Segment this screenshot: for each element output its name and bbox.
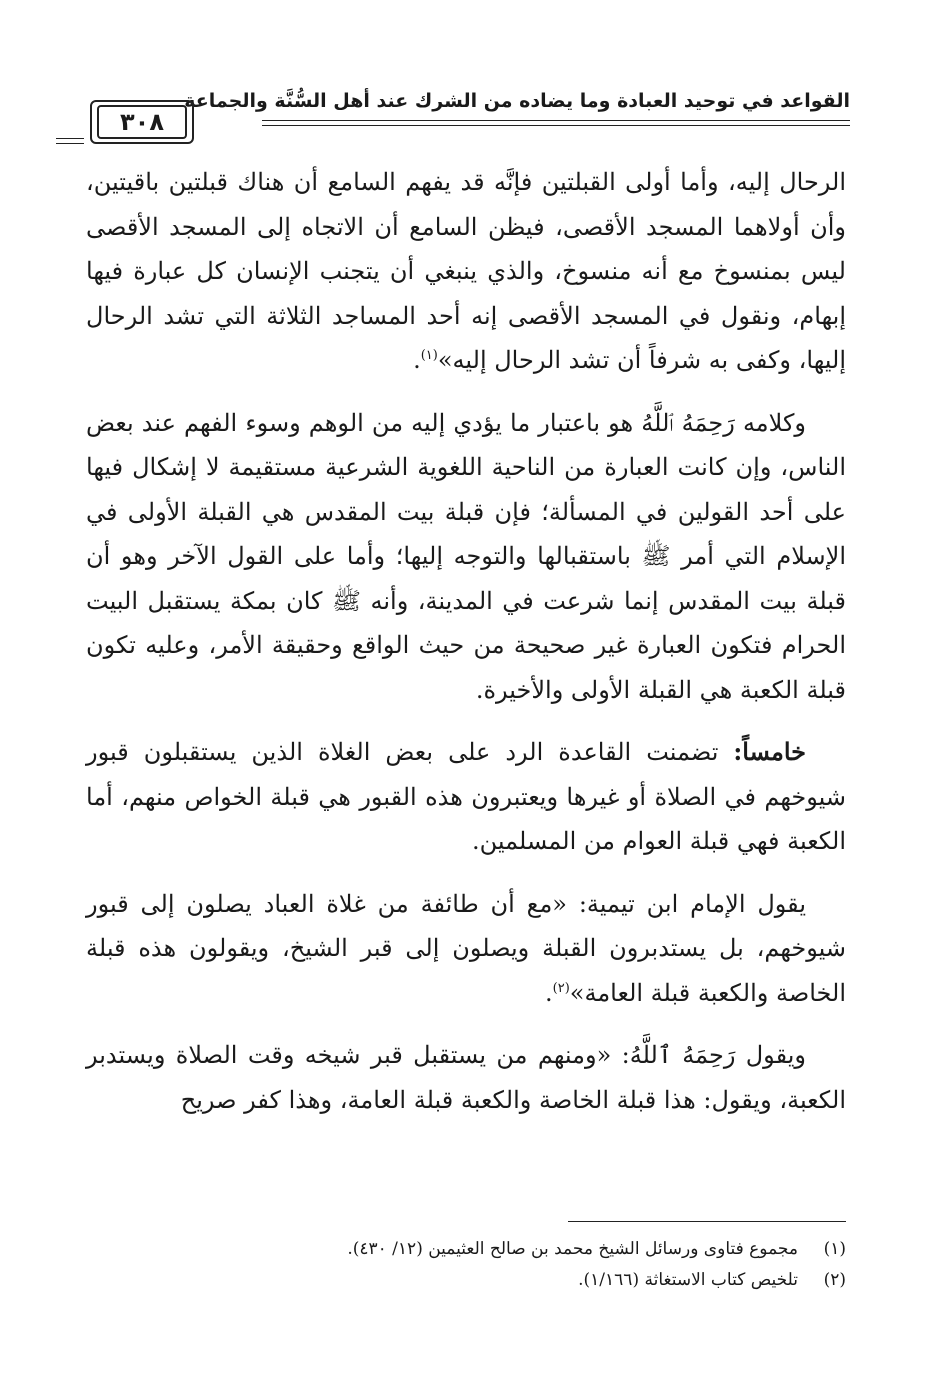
page-number: ٣٠٨ bbox=[97, 105, 187, 139]
footnote-number: (١) bbox=[823, 1239, 846, 1259]
footnote-separator bbox=[568, 1221, 846, 1222]
header-title: القواعد في توحيد العبادة وما يضاده من الشرك عند أهل السُّنَّة والجماعة bbox=[184, 90, 850, 112]
paragraph-2 bbox=[86, 401, 846, 713]
paragraph-text: يقول الإمام ابن تيمية: «مع أن طائفة من غلاة العباد يصلون إلى قبور شيوخهم، بل يستدبرون القبلة ويصلون إلى قبر الشيخ، ويقولون هذه قبلة الخاصة والكعبة قبلة العامة» bbox=[86, 889, 846, 1007]
paragraph-1 bbox=[86, 160, 846, 383]
paragraph-text: وكلامه رَحِمَهُ ٱللَّهُ هو باعتبار ما يؤدي إليه من الوهم وسوء الفهم عند بعض الناس، وإن كانت العبارة من الناحية اللغوية الشرعية مستقيمة لا إشكال فيها على أحد القولين في المسألة؛ فإن قبلة بيت المقدس هي القبلة الأولى في الإسلام التي أمر ﷺ باستقبالها والتوجه إليها؛ وأما على القول الآخر وهو أن قبلة بيت المقدس إنما شرعت في المدينة، وأنه ﷺ كان بمكة يستقبل البيت الحرام فتكون العبارة غير صحيحة من حيث الواقع وحقيقة الأمر، وعليه تكون قبلة الكعبة هي القبلة الأولى والأخيرة. bbox=[86, 408, 846, 704]
footnote-ref[interactable]: (١) bbox=[420, 348, 438, 363]
footnotes bbox=[100, 1234, 846, 1296]
paragraph-text: ويقول رَحِمَهُ ٱللَّهُ: «ومنهم من يستقبل قبر شيخه وقت الصلاة ويستدبر الكعبة، ويقول: هذا قبلة الخاصة والكعبة قبلة العامة، وهذا كفر صريح bbox=[86, 1041, 846, 1114]
body-text bbox=[86, 160, 846, 1140]
header-rule bbox=[262, 125, 850, 126]
paragraph-3 bbox=[86, 730, 846, 864]
footnote-item bbox=[100, 1234, 846, 1265]
running-header bbox=[90, 82, 850, 152]
paragraph-tail: . bbox=[544, 978, 553, 1007]
paragraph-lead: خامساً: bbox=[733, 737, 806, 766]
footnote-ref[interactable]: (٢) bbox=[552, 980, 570, 996]
paragraph-5 bbox=[86, 1033, 846, 1122]
footnote-number: (٢) bbox=[823, 1270, 846, 1290]
page-number-frame bbox=[90, 100, 194, 144]
paragraph-text: تضمنت القاعدة الرد على بعض الغلاة الذين يستقبلون قبور شيوخهم في الصلاة أو غيرها ويعتبرون هذه القبور هي قبلة الخواص منهم، أما الكعبة فهي قبلة العوام من المسلمين. bbox=[86, 738, 846, 855]
frame-dash bbox=[56, 138, 84, 139]
footnote-text: مجموع فتاوى ورسائل الشيخ محمد بن صالح العثيمين (١٢/ ٤٣٠). bbox=[347, 1239, 798, 1259]
paragraph-4 bbox=[86, 882, 846, 1016]
paragraph-text: الرحال إليه، وأما أولى القبلتين فإنَّه قد يفهم السامع أن هناك قبلتين باقيتين، وأن أولاهما المسجد الأقصى، فيظن السامع أن الاتجاه إلى المسجد الأقصى ليس بمنسوخ مع أنه منسوخ، والذي ينبغي أن يتجنب الإنسان كل عبارة فيها إبهام، ونقول في المسجد الأقصى إنه أحد المساجد الثلاثة التي تشد الرحال إليها، وكفى به شرفاً أن تشد الرحال إليه» bbox=[86, 168, 847, 374]
footnote-text: تلخيص كتاب الاستغاثة (١/١٦٦). bbox=[578, 1270, 798, 1290]
header-rule bbox=[262, 120, 850, 121]
paragraph-tail: . bbox=[413, 346, 421, 374]
footnote-item bbox=[100, 1265, 846, 1296]
frame-dash bbox=[56, 143, 84, 144]
